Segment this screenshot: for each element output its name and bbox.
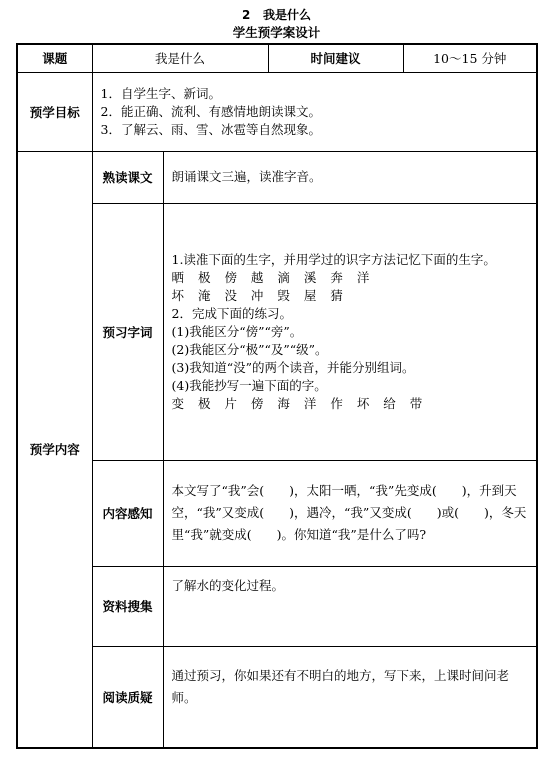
lesson-title [0, 6, 553, 23]
topic-label: 课题 [17, 44, 92, 72]
words-line: (3)我知道“没”的两个读音，并能分别组词。 [171, 359, 415, 375]
read-label: 熟读课文 [92, 151, 163, 203]
research-label: 资料搜集 [92, 566, 163, 646]
time-label: 时间建议 [268, 44, 403, 72]
words-line: 2．完成下面的练习。 [171, 305, 292, 321]
lesson-number: 2 [242, 8, 251, 22]
goal-item: 3．了解云、雨、雪、冰雹等自然现象。 [100, 121, 321, 137]
questions-label: 阅读质疑 [92, 646, 163, 748]
perception-cell [163, 460, 537, 566]
research-text: 了解水的变化过程。 [171, 577, 285, 593]
read-cell [163, 151, 537, 203]
time-value: 10～15 分钟 [403, 44, 537, 72]
content-label: 预学内容 [17, 151, 92, 748]
goal-item: 1．自学生字、新词。 [100, 85, 221, 101]
lesson-name: 我是什么 [262, 8, 311, 22]
questions-cell [163, 646, 537, 748]
preview-plan-table [16, 43, 538, 749]
words-line: (2)我能区分“极”“及”“级”。 [171, 341, 328, 357]
goals-cell [92, 72, 537, 151]
words-line: 1.读准下面的生字，并用学过的识字方法记忆下面的生字。 [171, 251, 496, 267]
questions-text: 通过预习，你如果还有不明白的地方，写下来，上课时间问老师。 [171, 667, 510, 705]
research-cell [163, 566, 537, 646]
words-chars-line: 晒 极 傍 越 滴 溪 奔 洋 [171, 269, 375, 285]
perception-label: 内容感知 [92, 460, 163, 566]
read-text: 朗诵课文三遍，读准字音。 [171, 169, 322, 184]
words-line: (4)我能抄写一遍下面的字。 [171, 377, 327, 393]
words-cell [163, 203, 537, 460]
words-chars-line: 变 极 片 傍 海 洋 作 坏 给 带 [171, 395, 428, 411]
topic-value: 我是什么 [92, 44, 268, 72]
page-subtitle: 学生预学案设计 [232, 25, 321, 40]
goal-item: 2．能正确、流利、有感情地朗读课文。 [100, 103, 321, 119]
words-label: 预习字词 [92, 203, 163, 460]
perception-text: 本文写了“我”会( )，太阳一晒，“我”先变成( )，升到天空，“我”又变成( )，遇冷，“我”又变成( )或( )，冬天里“我”就变成( )。你知道“我”是什么了吗? [171, 483, 527, 542]
goals-label: 预学目标 [17, 72, 92, 151]
words-line: (1)我能区分“傍”“旁”。 [171, 323, 303, 339]
words-chars-line: 坏 淹 没 冲 毁 屋 猜 [171, 287, 348, 303]
